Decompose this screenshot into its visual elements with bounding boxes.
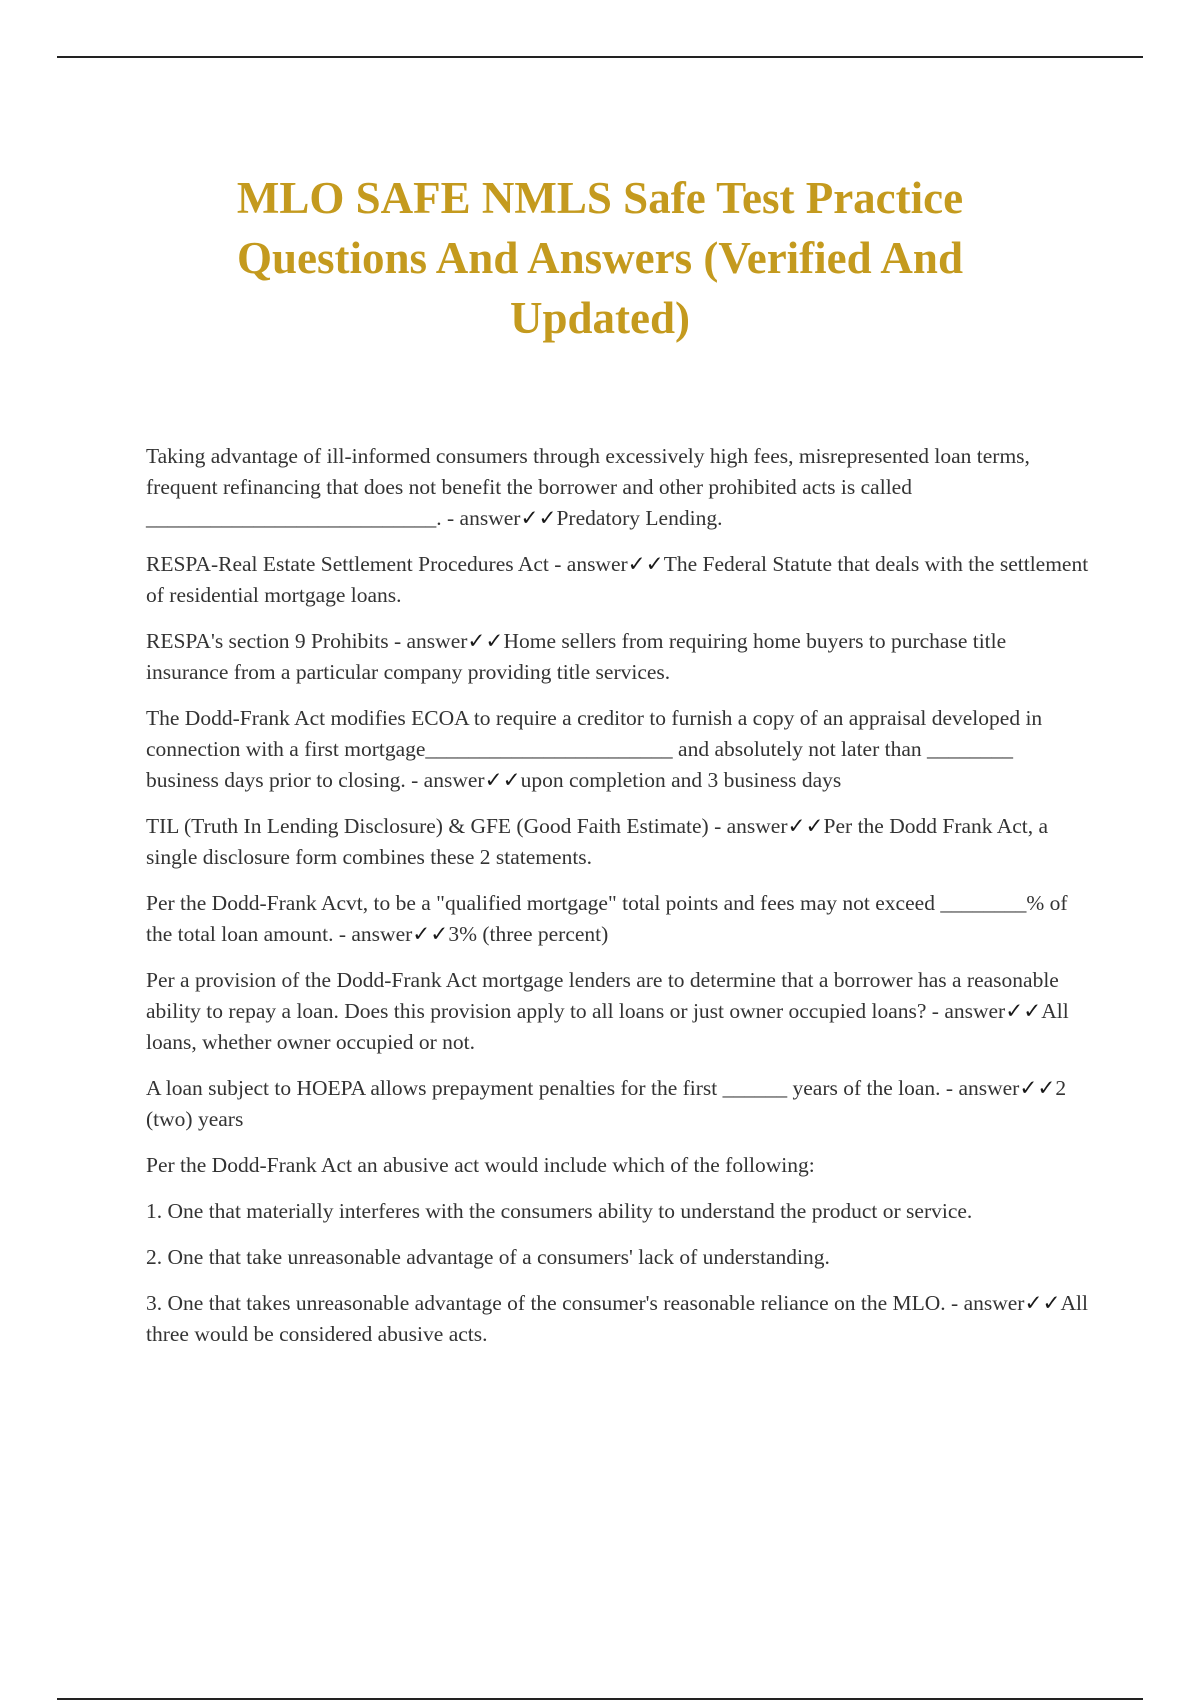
question-text: A loan subject to HOEPA allows prepayment penalties for the first ______ years of the loan. - answer (146, 1076, 1020, 1100)
top-rule (57, 56, 1143, 58)
answer-text: 2 (two) years (146, 1076, 1067, 1131)
question-text: The Dodd-Frank Act modifies ECOA to require a creditor to furnish a copy of an appraisal developed in connection with a first mortgage_______________________ and absolutely not later than ________ business days prior to closing. - answer (146, 706, 1043, 792)
answer-text: All three would be considered abusive acts. (146, 1291, 1088, 1346)
question-text: TIL (Truth In Lending Disclosure) & GFE (Good Faith Estimate) - answer (146, 814, 788, 838)
double-check-icon: ✓✓ (1024, 1291, 1061, 1315)
double-check-icon: ✓✓ (484, 768, 521, 792)
double-check-icon: ✓✓ (412, 922, 449, 946)
qa-item-respa (146, 549, 1090, 611)
question-text: RESPA's section 9 Prohibits - answer (146, 629, 468, 653)
answer-text: Per the Dodd Frank Act, a single disclosure form combines these 2 statements. (146, 814, 1049, 869)
double-check-icon: ✓✓ (1005, 999, 1042, 1023)
abusive-act-option-2: 2. One that take unreasonable advantage of a consumers' lack of understanding. (146, 1245, 830, 1269)
qa-item-ecoa-appraisal (146, 703, 1090, 796)
qa-item-respa-section-9 (146, 626, 1090, 688)
qa-item-predatory-lending (146, 441, 1090, 534)
abusive-act-option-3 (146, 1288, 1090, 1350)
answer-text: All loans, whether owner occupied or not. (146, 999, 1069, 1054)
answer-text: 3% (three percent) (448, 922, 609, 946)
abusive-act-option-1: 1. One that materially interferes with the consumers ability to understand the product or service. (146, 1199, 973, 1223)
double-check-icon: ✓✓ (787, 814, 824, 838)
qa-item-til-gfe (146, 811, 1090, 873)
double-check-icon: ✓✓ (627, 552, 664, 576)
double-check-icon: ✓✓ (520, 506, 557, 530)
double-check-icon: ✓✓ (467, 629, 504, 653)
qa-item-qualified-mortgage (146, 888, 1090, 950)
question-text: Taking advantage of ill-informed consumers through excessively high fees, misrepresented loan terms, frequent refinancing that does not benefit the borrower and other prohibited acts is called ___________________________. - answer (146, 444, 1030, 530)
qa-item-ability-to-repay (146, 965, 1090, 1058)
qa-item-hoepa-prepayment (146, 1073, 1090, 1135)
document-title: MLO SAFE NMLS Safe Test Practice Questions And Answers (Verified And Updated) (236, 173, 964, 343)
qa-content (146, 441, 1090, 1365)
answer-text: Predatory Lending. (556, 506, 723, 530)
question-text: Per a provision of the Dodd-Frank Act mortgage lenders are to determine that a borrower has a reasonable ability to repay a loan. Does this provision apply to all loans or just owner occupied loans? - answer (146, 968, 1059, 1023)
answer-text: upon completion and 3 business days (520, 768, 842, 792)
question-text: 3. One that takes unreasonable advantage of the consumer's reasonable reliance on the MLO. - answer (146, 1291, 1025, 1315)
double-check-icon: ✓✓ (1019, 1076, 1056, 1100)
question-text: Per the Dodd-Frank Acvt, to be a "qualified mortgage" total points and fees may not exceed ________% of the total loan amount. - answer (146, 891, 1068, 946)
answer-text: Home sellers from requiring home buyers to purchase title insurance from a particular company providing title services. (146, 629, 1007, 684)
question-text: RESPA-Real Estate Settlement Procedures Act - answer (146, 552, 628, 576)
answer-text: The Federal Statute that deals with the settlement of residential mortgage loans. (146, 552, 1089, 607)
abusive-act-intro: Per the Dodd-Frank Act an abusive act would include which of the following: (146, 1153, 815, 1177)
